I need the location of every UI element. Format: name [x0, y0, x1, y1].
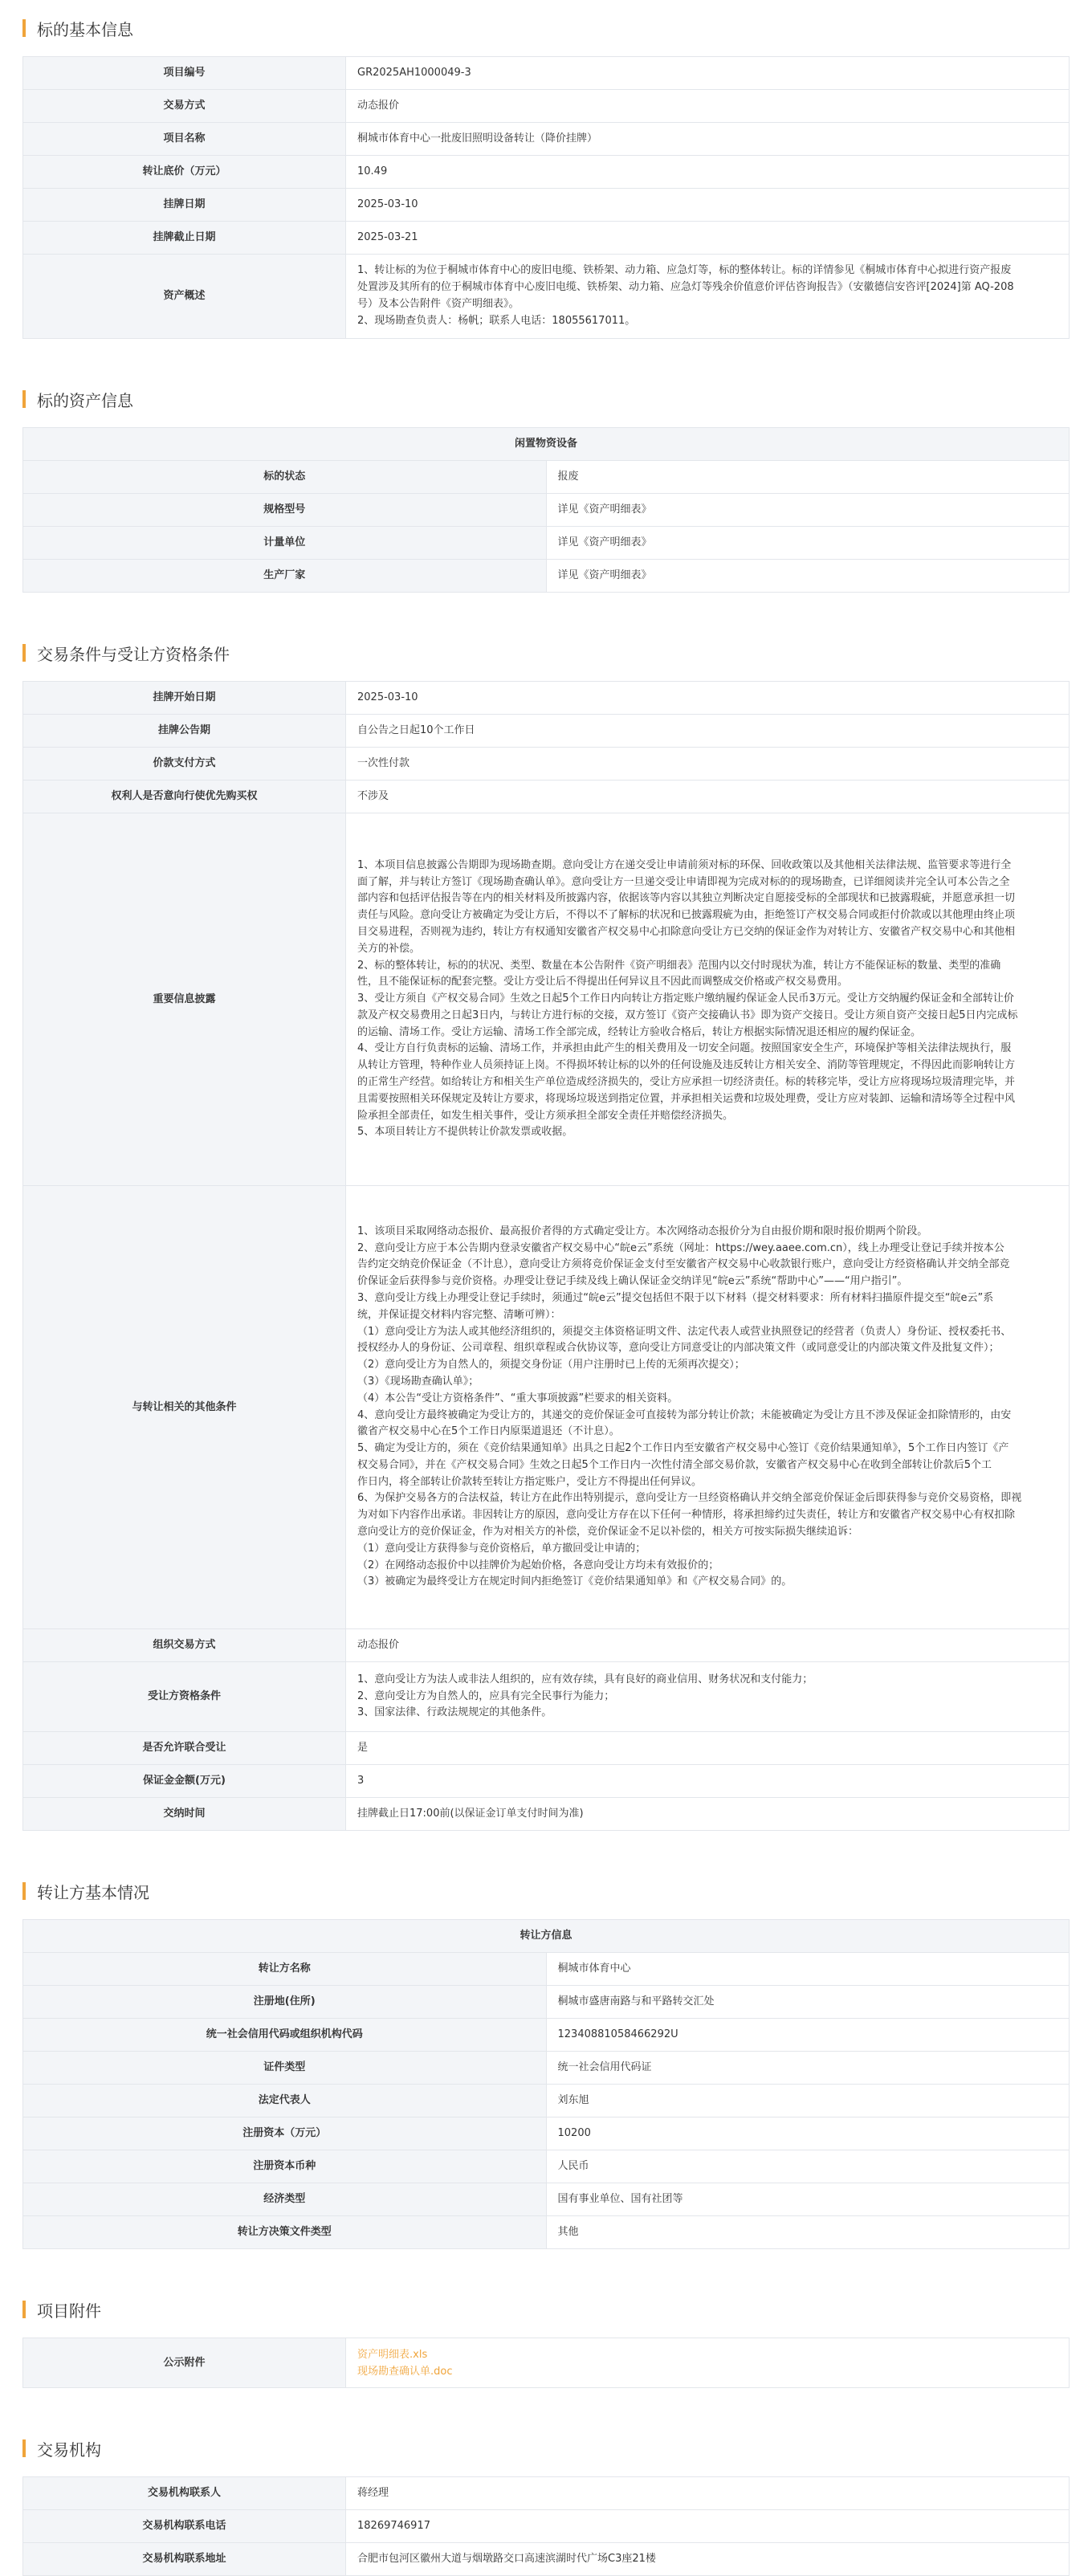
section-accent-bar: [22, 19, 26, 37]
field-label: 权利人是否意向行使优先购买权: [23, 781, 346, 813]
field-label: 转让底价（万元）: [23, 156, 346, 189]
field-label: 统一社会信用代码或组织机构代码: [23, 2019, 547, 2052]
table-row: [23, 715, 1070, 748]
table-header-row: [23, 428, 1070, 461]
text-line: 的正常生产经营。如给转让方和相关生产单位造成经济损失的，受让方应承担一切经济责任。标的转移完毕，受让方应将现场垃圾清理完毕，并: [357, 1076, 1016, 1089]
text-line: 权交易合同》，并在《产权交易合同》生效之日起5个工作日内一次性付清全部交易价款，安徽省产权交易中心在收到全部转让价款后5个工: [357, 1458, 992, 1471]
text-line: 号）及本公告附件《资产明细表》。: [357, 298, 520, 310]
table-header: 闲置物资设备: [23, 428, 1070, 461]
field-value: 动态报价: [346, 1629, 1070, 1662]
field-value: 人民币: [546, 2150, 1070, 2183]
agency-table: [22, 2476, 1070, 2576]
text-line: 性，且不能保证标的配套完整。受让方受让后不得提出任何异议且不因此而调整成交价格或产权交易费用。: [357, 976, 849, 988]
field-value: 3: [346, 1765, 1070, 1798]
field-value: 详见《资产明细表》: [546, 494, 1070, 527]
field-label: 交易机构联系电话: [23, 2510, 346, 2543]
field-label: 项目名称: [23, 123, 346, 156]
field-value: 合肥市包河区徽州大道与烟墩路交口高速滨湖时代广场C3座21楼: [346, 2543, 1070, 2576]
text-line: 6、为保护交易各方的合法权益，转让方在此作出特别提示，意向受让方一旦经资格确认并交纳全部竞价保证金后即获得参与竞价交易资格，即视: [357, 1492, 1022, 1505]
field-label: 是否允许联合受让: [23, 1732, 346, 1765]
field-label: 交纳时间: [23, 1798, 346, 1831]
field-value: GR2025AH1000049-3: [346, 57, 1070, 90]
table-row: [23, 461, 1070, 494]
field-label: 价款支付方式: [23, 748, 346, 781]
text-line: 3、受让方须自《产权交易合同》生效之日起5个工作日内向转让方指定账户缴纳履约保证金人民币3万元。受让方交纳履约保证金和全部转让价: [357, 992, 1014, 1005]
text-line: （2）在网络动态报价中以挂牌价为起始价格，各意向受让方均未有效报价的；: [357, 1559, 719, 1571]
text-line: 2、现场勘查负责人：杨帆；联系人电话：18055617011。: [357, 314, 636, 327]
field-value: 是: [346, 1732, 1070, 1765]
text-line: 处置涉及其所有的位于桐城市体育中心废旧电缆、铁桥架、动力箱、应急灯等残余价值意价评估咨询报告》（安徽德信安咨评[2024]第 AQ-208: [357, 281, 1014, 294]
text-line: 4、受让方自行负责标的运输、清场工作，并承担由此产生的相关费用及一切安全问题。按照国家安全生产，环境保护等相关法律法规执行，服: [357, 1042, 1012, 1055]
table-row: [23, 1765, 1070, 1798]
section-title: 交易条件与受让方资格条件: [37, 644, 230, 664]
field-value: 其他: [546, 2216, 1070, 2249]
text-line: 2、意向受让方为自然人的，应具有完全民事行为能力；: [357, 1689, 615, 1702]
text-line: 作日内，将全部转让价款转至转让方指定账户，受让方不得提出任何异议。: [357, 1475, 703, 1488]
section-title: 标的资产信息: [37, 390, 133, 410]
field-label: 资产概述: [23, 255, 346, 339]
field-label: 保证金金额(万元): [23, 1765, 346, 1798]
text-line: 险承担全部责任，如发生相关事件，受让方须承担全部安全责任并赔偿经济损失。: [357, 1109, 734, 1122]
table-row: [23, 527, 1070, 560]
table-row: [23, 189, 1070, 222]
text-line: 意向受让方的竞价保证金，作为对相关方的补偿，竞价保证金不足以补偿的，相关方可按实际损失继续追诉：: [357, 1526, 859, 1539]
text-line: 为对如下内容作出承诺。非因转让方的原因，意向受让方存在以下任何一种情形，将承担缔约过失责任，转让方和安徽省产权交易中心有权扣除: [357, 1509, 1016, 1522]
table-row: [23, 813, 1070, 1186]
field-value: 12340881058466292U: [546, 2019, 1070, 2052]
field-label: 挂牌开始日期: [23, 682, 346, 715]
conditions-table: [22, 681, 1070, 1831]
table-row: [23, 123, 1070, 156]
section-title: 转让方基本情况: [37, 1882, 149, 1902]
table-row: [23, 2150, 1070, 2183]
table-row: [23, 255, 1070, 339]
transferor-table: [22, 1919, 1070, 2249]
text-line: （3）被确定为最终受让方在规定时间内拒绝签订《竞价结果通知单》和《产权交易合同》的。: [357, 1575, 793, 1588]
section-accent-bar: [22, 390, 26, 408]
table-row: [23, 2183, 1070, 2216]
field-value: 2025-03-21: [346, 222, 1070, 255]
field-value: 详见《资产明细表》: [546, 527, 1070, 560]
attachments-table: [22, 2338, 1070, 2388]
table-row: [23, 1986, 1070, 2019]
field-value: 桐城市盛唐南路与和平路转交汇处: [546, 1986, 1070, 2019]
table-row: [23, 1629, 1070, 1662]
text-line: 且需要按照相关环保规定及转让方要求，将现场垃圾送到指定位置，并承担相关运费和垃圾处理费，受让方应对装卸、运输和清场等全过程中风: [357, 1092, 1016, 1105]
text-line: （3）《现场勘查确认单》；: [357, 1375, 479, 1388]
table-row: [23, 2510, 1070, 2543]
field-value: 不涉及: [346, 781, 1070, 813]
text-line: 4、意向受让方最终被确定为受让方的，其递交的竞价保证金可直接转为部分转让价款；未能被确定为受让方且不涉及保证金扣除情形的，由安: [357, 1408, 1012, 1421]
table-row: [23, 1953, 1070, 1986]
field-value: 18269746917: [346, 2510, 1070, 2543]
section-header-asset: [22, 371, 1070, 427]
field-label: 法定代表人: [23, 2085, 547, 2117]
field-value: 国有事业单位、国有社团等: [546, 2183, 1070, 2216]
field-label: 注册地(住所): [23, 1986, 547, 2019]
text-line: 1、该项目采取网络动态报价、最高报价者得的方式确定受让方。本次网络动态报价分为自由报价期和限时报价期两个阶段。: [357, 1225, 928, 1237]
table-row: [23, 1732, 1070, 1765]
text-line: 的运输、清场工作。受让方运输、清场工作全部完成，经转让方验收合格后，转让方根据实际情况退还相应的履约保证金。: [357, 1025, 922, 1038]
table-row: [23, 781, 1070, 813]
section-accent-bar: [22, 1882, 26, 1900]
table-row: [23, 682, 1070, 715]
text-line: （1）意向受让方为法人或其他经济组织的，须提交主体资格证明文件、法定代表人或营业执照登记的经营者（负责人）身份证、授权委托书、: [357, 1325, 1012, 1338]
text-line: 3、意向受让方线上办理受让登记手续时，须通过“皖e云”提交包括但不限于以下材料（提交材料要求：所有材料扫描原件提交至“皖e云”系: [357, 1291, 994, 1304]
field-value: 2025-03-10: [346, 682, 1070, 715]
section-accent-bar: [22, 644, 26, 662]
attachment-link-asset-list[interactable]: 资产明细表.xls: [357, 2348, 428, 2361]
section-title: 项目附件: [37, 2301, 101, 2321]
text-line: 款及产权交易费用之日起3日内，与转让方进行标的交接，双方签订《资产交接确认书》即为资产交接日。受让方须自资产交接日起5日内完成标: [357, 1009, 1018, 1021]
text-line: 价保证金后获得参与竞价资格。办理受让登记手续及线上确认保证金交纳详见“皖e云”系统“帮助中心”——“用户指引”。: [357, 1275, 908, 1288]
section-header-attachments: [22, 2281, 1070, 2338]
field-label: 标的状态: [23, 461, 547, 494]
attachment-list: [346, 2338, 1070, 2388]
table-row: [23, 2338, 1070, 2388]
field-value: 一次性付款: [346, 748, 1070, 781]
section-accent-bar: [22, 2439, 26, 2457]
field-value: 报废: [546, 461, 1070, 494]
section-title: 交易机构: [37, 2439, 101, 2460]
table-row: [23, 2543, 1070, 2576]
field-label: 与转让相关的其他条件: [23, 1186, 346, 1629]
disclosure-value: [346, 813, 1070, 1186]
field-value: 桐城市体育中心: [546, 1953, 1070, 1986]
field-label: 计量单位: [23, 527, 547, 560]
field-label: 注册资本币种: [23, 2150, 547, 2183]
field-label: 组织交易方式: [23, 1629, 346, 1662]
field-label: 经济类型: [23, 2183, 547, 2216]
table-row: [23, 57, 1070, 90]
table-row: [23, 2117, 1070, 2150]
text-line: （1）意向受让方获得参与竞价资格后，单方撤回受让申请的；: [357, 1542, 646, 1555]
table-header: 转让方信息: [23, 1920, 1070, 1953]
text-line: （4）本公告“受让方资格条件”、“重大事项披露”栏要求的相关资料。: [357, 1392, 678, 1404]
field-value: 10.49: [346, 156, 1070, 189]
asset-overview-value: [346, 255, 1070, 339]
text-line: 徽省产权交易中心在5个工作日内原渠道退还（不计息）。: [357, 1425, 620, 1438]
table-row: [23, 1186, 1070, 1629]
text-line: 1、意向受让方为法人或非法人组织的，应有效存续，具有良好的商业信用、财务状况和支付能力；: [357, 1673, 813, 1685]
field-value: 详见《资产明细表》: [546, 560, 1070, 593]
field-value: 桐城市体育中心一批废旧照明设备转让（降价挂牌）: [346, 123, 1070, 156]
section-header-transferor: [22, 1863, 1070, 1919]
field-label: 公示附件: [23, 2338, 346, 2388]
table-row: [23, 2052, 1070, 2085]
field-label: 挂牌公告期: [23, 715, 346, 748]
field-label: 证件类型: [23, 2052, 547, 2085]
field-label: 生产厂家: [23, 560, 547, 593]
table-row: [23, 748, 1070, 781]
table-row: [23, 2085, 1070, 2117]
field-value: 自公告之日起10个工作日: [346, 715, 1070, 748]
text-line: 目交易进程，否则视为违约，转让方有权通知安徽省产权交易中心扣除意向受让方已交纳的保证金作为对转让方、安徽省产权交易中心和其他相: [357, 925, 1016, 938]
field-value: 2025-03-10: [346, 189, 1070, 222]
field-value: 蒋经理: [346, 2477, 1070, 2510]
text-line: 1、本项目信息披露公告期即为现场勘查期。意向受让方在递交受让申请前须对标的环保、回收政策以及其他相关法律法规、监管要求等进行全: [357, 858, 1012, 871]
text-line: 部内容和包括评估报告等在内的相关材料及所披露内容，依据该等内容以其独立判断决定自愿接受标的全部现状和已披露瑕疵，并愿意承担一切: [357, 892, 1016, 905]
section-accent-bar: [22, 2301, 26, 2318]
table-header-row: [23, 1920, 1070, 1953]
field-value: 10200: [546, 2117, 1070, 2150]
field-label: 规格型号: [23, 494, 547, 527]
field-label: 挂牌截止日期: [23, 222, 346, 255]
other-conditions-value: [346, 1186, 1070, 1629]
field-value: 统一社会信用代码证: [546, 2052, 1070, 2085]
text-line: 5、本项目转让方不提供转让价款发票或收据。: [357, 1126, 573, 1139]
text-line: （2）意向受让方为自然人的，须提交身份证（用户注册时已上传的无须再次提交）；: [357, 1359, 745, 1372]
text-line: 授权经办人的身份证、公司章程、组织章程或合伙协议等，意向受让方同意受让的内部决策文件（或同意受让的内部决策文件及批复文件）；: [357, 1342, 1000, 1355]
table-row: [23, 1798, 1070, 1831]
text-line: 2、标的整体转让，标的的状况、类型、数量在本公告附件《资产明细表》范围内以交付时现状为准，转让方不能保证标的数量、类型的准确: [357, 959, 1001, 972]
table-row: [23, 2216, 1070, 2249]
attachment-link-site-survey[interactable]: 现场勘查确认单.doc: [357, 2365, 453, 2378]
field-value: 挂牌截止日17:00前(以保证金订单支付时间为准): [346, 1798, 1070, 1831]
text-line: 从转让方管理，特种作业人员须持证上岗。不得损坏转让标的以外的任何设施及违反转让方相关安全、消防等管理规定，不得因此而影响转让方: [357, 1059, 1016, 1072]
section-title: 标的基本信息: [37, 19, 133, 39]
table-row: [23, 90, 1070, 123]
table-row: [23, 560, 1070, 593]
section-header-agency: [22, 2420, 1070, 2476]
field-value: 刘东旭: [546, 2085, 1070, 2117]
field-value: 动态报价: [346, 90, 1070, 123]
section-header-basic: [22, 0, 1070, 56]
field-label: 重要信息披露: [23, 813, 346, 1186]
field-label: 项目编号: [23, 57, 346, 90]
field-label: 转让方决策文件类型: [23, 2216, 547, 2249]
basic-info-table: [22, 56, 1070, 339]
field-label: 注册资本（万元）: [23, 2117, 547, 2150]
field-label: 挂牌日期: [23, 189, 346, 222]
field-label: 受让方资格条件: [23, 1662, 346, 1732]
table-row: [23, 494, 1070, 527]
field-label: 交易机构联系人: [23, 2477, 346, 2510]
text-line: 面了解，并与转让方签订《现场勘查确认单》。意向受让方一旦递交受让申请即视为完成对标的的现场勘查，已详细阅读并完全认可本公告之全: [357, 875, 1010, 888]
section-header-conditions: [22, 625, 1070, 681]
table-row: [23, 2019, 1070, 2052]
field-label: 交易机构联系地址: [23, 2543, 346, 2576]
text-line: 3、国家法律、行政法规规定的其他条件。: [357, 1706, 552, 1719]
text-line: 1、转让标的为位于桐城市体育中心的废旧电缆、铁桥架、动力箱、应急灯等，标的整体转让。标的详情参见《桐城市体育中心拟进行资产报废: [357, 264, 1012, 277]
text-line: 统，并保证提交材料内容完整、清晰可辨）：: [357, 1308, 561, 1321]
field-label: 转让方名称: [23, 1953, 547, 1986]
table-row: [23, 2477, 1070, 2510]
text-line: 责任与风险。意向受让方被确定为受让方后，不得以不了解标的状况和已披露瑕疵为由，拒绝签订产权交易合同或拒付价款或以其他理由终止项: [357, 909, 1016, 922]
text-line: 关方的补偿。: [357, 942, 421, 955]
asset-info-table: [22, 427, 1070, 593]
text-line: 告约定交纳竞价保证金（不计息），意向受让方须将竞价保证金支付至安徽省产权交易中心收款银行账户，意向受让方经资格确认并交纳全部竞: [357, 1258, 1010, 1271]
field-label: 交易方式: [23, 90, 346, 123]
table-row: [23, 156, 1070, 189]
table-row: [23, 222, 1070, 255]
qualification-value: [346, 1662, 1070, 1732]
text-line: 5、确定为受让方的，须在《竞价结果通知单》出具之日起2个工作日内至安徽省产权交易中心签订《竞价结果通知单》，5个工作日内签订《产: [357, 1442, 1009, 1455]
table-row: [23, 1662, 1070, 1732]
text-line: 2、意向受让方应于本公告期内登录安徽省产权交易中心“皖e云”系统（网址：https://wey.aaee.com.cn），线上办理受让登记手续并按本公: [357, 1241, 1004, 1254]
